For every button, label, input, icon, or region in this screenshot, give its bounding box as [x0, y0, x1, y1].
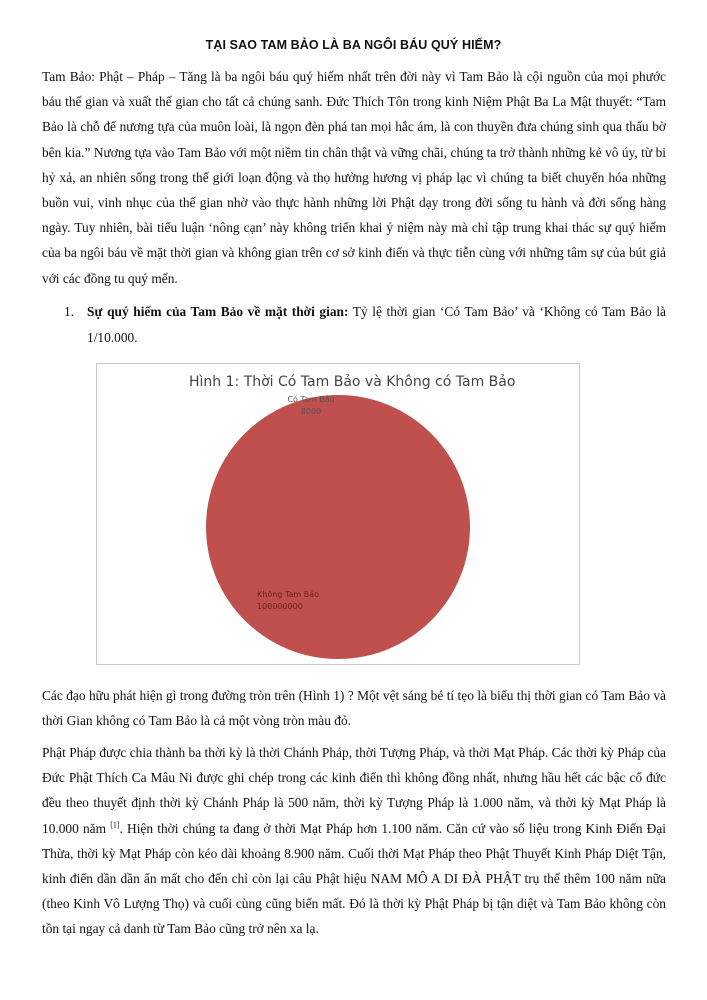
list-number: 1. [64, 304, 75, 319]
chart-title: Hình 1: Thời Có Tam Bảo và Không có Tam Bảo [189, 374, 516, 390]
list-item-time-rarity [64, 299, 666, 351]
chart-explanation-paragraph: Các đạo hữu phát hiện gì trong đường tròn trên (Hình 1) ? Một vệt sáng bé tí tẹo là biểu thị thời gian có Tam Bảo và thời Gian không có Tam Bảo là cả một vòng tròn màu đỏ. [42, 688, 666, 729]
paragraph-text-cont: . Hiện thời chúng ta đang ở thời Mạt Pháp hơn 1.100 năm. Căn cứ vào số liệu trong Kinh Điển Đại Thừa, thời kỳ Mạt Pháp còn kéo dài khoảng 8.900 năm. Cuối thời Mạt Pháp theo Phật Thuyết Kinh Pháp Diệt Tận, kinh điển dần dần ẩn mất cho đến chỉ còn lại câu Phật hiệu NAM MÔ A DI ĐÀ PHẬT trụ thế thêm 100 năm nữa (theo Kinh Vô Lượng Thọ) và cuối cùng cũng biến mất. Đó là thời kỳ Phật Pháp bị tận diệt và Tam Bảo không còn tồn tại ngay cả danh từ Tam Bảo cũng trở nên xa lạ. [42, 820, 667, 937]
pie-chart-figure [96, 363, 580, 665]
intro-paragraph: Tam Bảo: Phật – Pháp – Tăng là ba ngôi báu quý hiếm nhất trên đời này vì Tam Bảo là cội nguồn của mọi phước báu thế gian và xuất thế gian cho tất cả chúng sanh. Đức Thích Tôn trong kinh Niệm Phật Ba La Mật thuyết: “Tam Bảo là chỗ để nương tựa của muôn loài, là ngọn đèn phá tan mọi hắc ám, là con thuyền đưa chúng sinh qua thấu bờ bên kia.” Nương tựa vào Tam Bảo với một niềm tin chân thật và vững chãi, chúng ta trở thành những kẻ vô úy, từ bi hỷ xả, an nhiên sống trong thế giới loạn động và thọ hưởng hương vị pháp lạc vì chúng ta biết chuyển hóa những buồn vui, vinh nhục của thế gian nhờ vào thực hành những lời Phật dạy trong đời sống tu hành và đời sống hàng ngày. Tuy nhiên, bài tiểu luận ‘nông cạn’ này không triển khai ý niệm này mà chỉ tập trung khai thác sự quý hiếm của ba ngôi báu về mặt thời gian và không gian trên cơ sở kinh điển và thực tiễn cùng với những tâm sự của bút giả với các đồng tu quý mến. [42, 69, 666, 286]
slice-value-1: 100000000 [257, 602, 303, 611]
document-title: TẠI SAO TAM BẢO LÀ BA NGÔI BÁU QUÝ HIẾM? [205, 38, 502, 52]
slice-value-0: 8000 [300, 407, 322, 416]
list-item-body [64, 299, 666, 351]
list-item-heading: Sự quý hiếm của Tam Bảo về mặt thời gian: [87, 304, 349, 319]
slice-label-0: Có Tam Bảo [287, 395, 335, 404]
dharma-periods-paragraph [42, 740, 666, 942]
pie-slice-1 [206, 395, 470, 659]
slice-label-1: Không Tam Bảo [257, 590, 319, 599]
paragraph-text: Phật Pháp được chia thành ba thời kỳ là thời Chánh Pháp, thời Tượng Pháp, và thời Mạt Pháp. Các thời kỳ Pháp của Đức Phật Thích Ca Mâu Ni được ghi chép trong các kinh điển thì không đồng nhất, nhưng hầu hết các bậc cổ đức đều theo thuyết định thời kỳ Chánh Pháp là 500 năm, thời kỳ Tượng Pháp là 1.000 năm, và thời kỳ Mạt Pháp là 10.000 năm [42, 745, 666, 836]
list-item-text: Tỷ lệ thời gian ‘Có Tam Bảo’ và ‘Không có Tam Bảo là 1/10.000. [87, 304, 666, 345]
footnote-ref[interactable]: [1] [110, 820, 120, 830]
pie-chart [97, 364, 579, 664]
